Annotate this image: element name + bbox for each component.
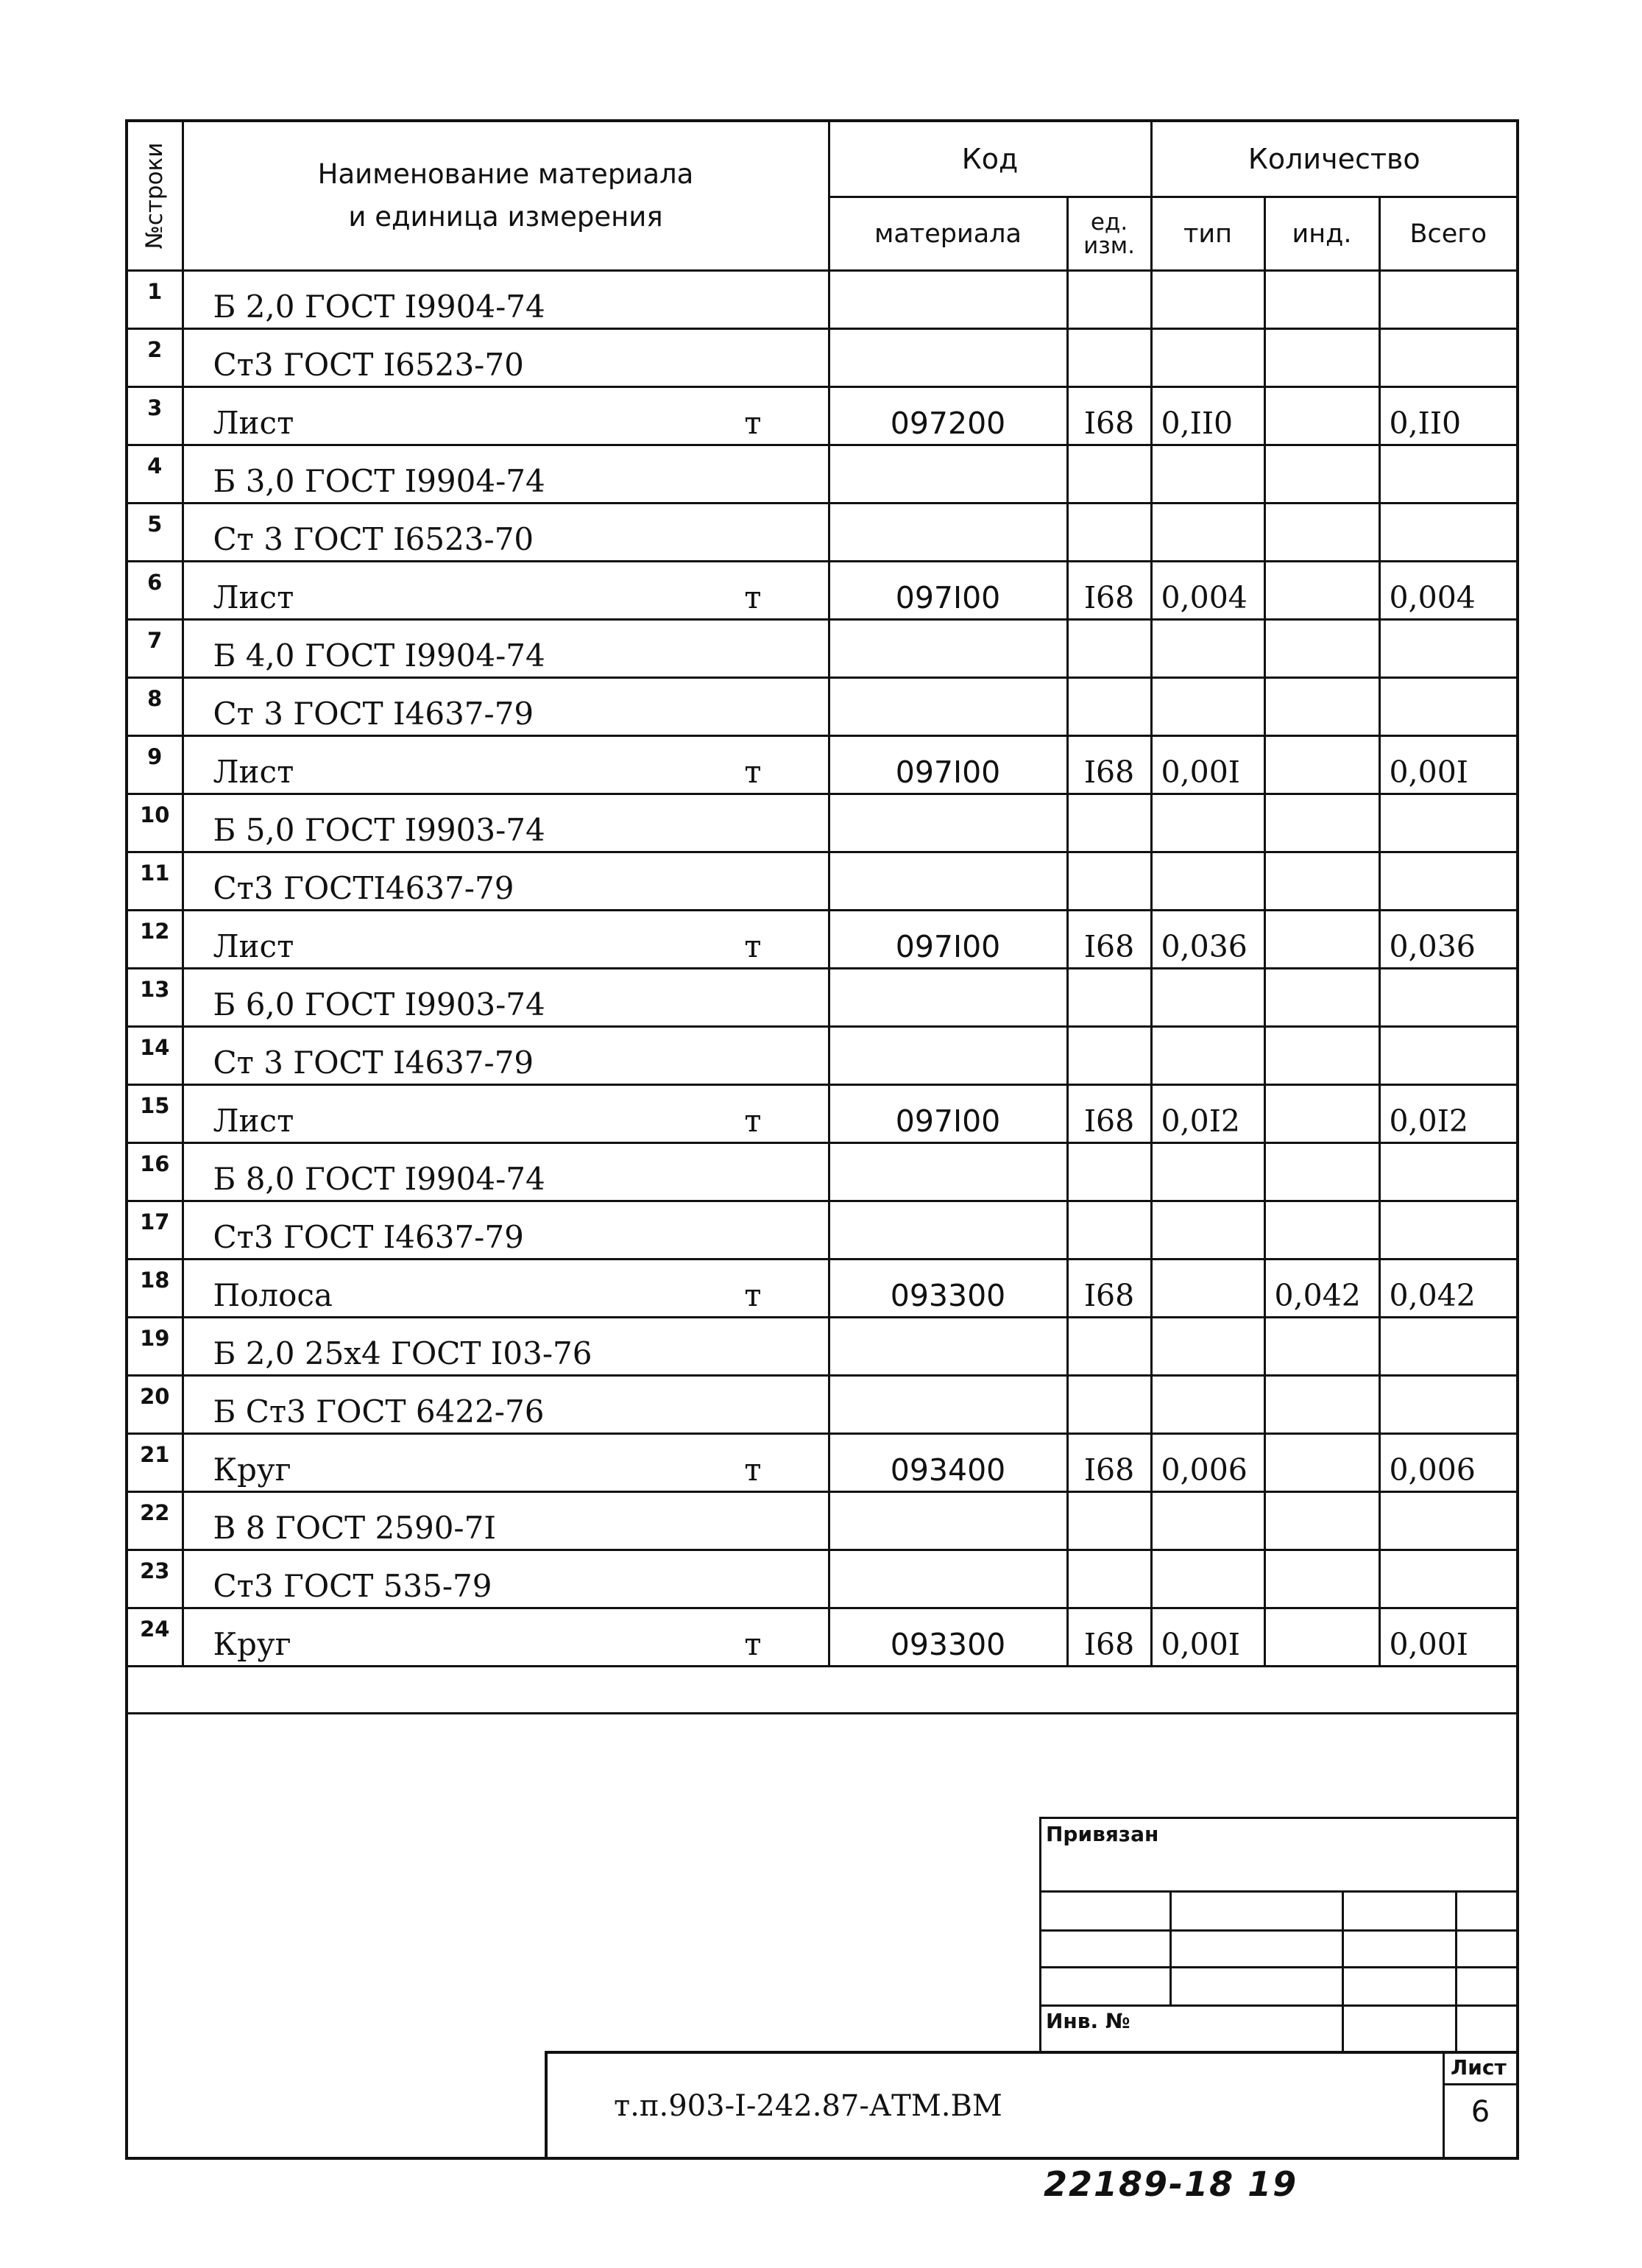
quantity-total [1379,620,1516,678]
quantity-individual [1264,1318,1379,1376]
material-code [829,1318,1067,1376]
quantity-individual [1264,736,1379,794]
quantity-type [1151,969,1264,1027]
row-number: 5 [128,504,183,562]
material-name: Круг [213,1626,291,1662]
material-name: Лист [213,405,294,441]
quantity-total [1379,852,1516,911]
unit-code: I68 [1067,387,1151,445]
quantity-total [1379,329,1516,387]
quantity-total [1379,1027,1516,1085]
quantity-total: 0,004 [1379,562,1516,620]
material-code [829,678,1067,736]
unit-code: I68 [1067,1260,1151,1318]
quantity-individual-header: инд. [1264,197,1379,271]
quantity-total [1379,1550,1516,1608]
material-code [829,504,1067,562]
quantity-type [1151,1550,1264,1608]
unit-code: I68 [1067,1085,1151,1143]
unit-code [1067,620,1151,678]
material-code [829,620,1067,678]
quantity-total [1379,1143,1516,1201]
material-name: Полоса [213,1277,333,1313]
table-row [128,1434,1516,1492]
sheet-box-divider [1445,2083,1516,2085]
quantity-total [1379,504,1516,562]
unit-code: I68 [1067,911,1151,969]
quantity-total: 0,006 [1379,1434,1516,1492]
unit-code [1067,271,1151,329]
quantity-type [1151,1027,1264,1085]
table-row [128,387,1516,445]
row-number: 7 [128,620,183,678]
row-number: 24 [128,1608,183,1667]
quantity-individual [1264,562,1379,620]
table-row [128,562,1516,620]
material-code [829,852,1067,911]
material-name: В 8 ГОСТ 2590-7I [213,1510,496,1546]
table-row [128,1492,1516,1550]
material-name-cell [183,562,829,620]
unit-code [1067,1550,1151,1608]
material-name-cell [183,271,829,329]
binding-divider [1041,1929,1516,1932]
material-name: Ст3 ГОСТ I6523-70 [213,347,524,383]
table-row [128,1318,1516,1376]
quantity-group-header: Количество [1151,122,1516,197]
unit-code [1067,1376,1151,1434]
material-name-cell [183,1027,829,1085]
table-row [128,271,1516,329]
quantity-individual [1264,1201,1379,1260]
quantity-individual [1264,329,1379,387]
quantity-type: 0,004 [1151,562,1264,620]
table-row [128,1027,1516,1085]
inventory-number-label: Инв. № [1046,2009,1130,2033]
binding-divider [1041,2004,1516,2007]
material-code [829,1143,1067,1201]
unit-code [1067,678,1151,736]
unit-code: I68 [1067,1608,1151,1667]
material-name: Лист [213,754,294,790]
table-row [128,736,1516,794]
material-code [829,445,1067,504]
quantity-total [1379,1201,1516,1260]
material-name: Б Ст3 ГОСТ 6422-76 [213,1393,545,1430]
quantity-individual [1264,445,1379,504]
quantity-type: 0,036 [1151,911,1264,969]
material-name-cell [183,1318,829,1376]
material-code [829,969,1067,1027]
material-code: 093400 [829,1434,1067,1492]
quantity-total [1379,271,1516,329]
material-code [829,271,1067,329]
row-number: 21 [128,1434,183,1492]
quantity-individual [1264,1085,1379,1143]
binding-column-line [1342,1893,1344,2051]
row-number: 8 [128,678,183,736]
row-number-header: №строки [128,122,183,271]
unit-code [1067,852,1151,911]
material-name: Б 4,0 ГОСТ I9904-74 [213,637,545,674]
material-name: Ст 3 ГОСТ I4637-79 [213,1045,534,1081]
material-name: Б 2,0 ГОСТ I9904-74 [213,289,545,325]
quantity-type: 0,II0 [1151,387,1264,445]
quantity-total: 0,00I [1379,736,1516,794]
quantity-type: 0,006 [1151,1434,1264,1492]
material-name-cell [183,1492,829,1550]
unit-code [1067,1201,1151,1260]
document-code: т.п.903-I-242.87-АТМ.ВМ [614,2089,1002,2123]
row-number: 12 [128,911,183,969]
material-code [829,329,1067,387]
unit-of-measure: т [744,405,762,441]
material-name: Б 3,0 ГОСТ I9904-74 [213,463,545,499]
quantity-total [1379,445,1516,504]
binding-divider [1041,1890,1516,1893]
binding-column-line [1169,1893,1172,2004]
material-name: Б 8,0 ГОСТ I9904-74 [213,1161,545,1197]
quantity-individual [1264,794,1379,852]
material-name: Ст3 ГОСТ I4637-79 [213,1219,524,1255]
unit-code [1067,329,1151,387]
row-number: 23 [128,1550,183,1608]
material-code [829,1492,1067,1550]
quantity-type [1151,504,1264,562]
unit-of-measure: т [744,1626,762,1662]
archive-code: 22189-18 19 [1044,2164,1298,2204]
quantity-total [1379,1376,1516,1434]
material-code [829,1027,1067,1085]
material-name-cell [183,329,829,387]
table-row [128,504,1516,562]
quantity-individual [1264,969,1379,1027]
binding-column-line [1455,1893,1457,2051]
quantity-type: 0,00I [1151,736,1264,794]
quantity-type [1151,271,1264,329]
quantity-individual [1264,678,1379,736]
binding-divider [1041,1966,1516,1968]
title-stamp [545,2051,1516,2160]
material-name: Лист [213,928,294,964]
material-name: Ст3 ГОСТI4637-79 [213,870,514,906]
material-name-cell [183,620,829,678]
unit-code [1067,1027,1151,1085]
row-number: 19 [128,1318,183,1376]
quantity-individual [1264,1027,1379,1085]
row-number: 10 [128,794,183,852]
unit-code [1067,1318,1151,1376]
quantity-type [1151,852,1264,911]
code-group-header: Код [829,122,1151,197]
material-code: 097I00 [829,736,1067,794]
material-code [829,1376,1067,1434]
material-name-header-line1: Наименование материала [317,158,694,190]
unit-code [1067,1492,1151,1550]
specification-rows [128,271,1516,1667]
unit-code [1067,504,1151,562]
material-name-cell [183,1143,829,1201]
quantity-individual [1264,1492,1379,1550]
material-name: Ст 3 ГОСТ I4637-79 [213,696,534,732]
unit-code [1067,969,1151,1027]
material-name-header [183,122,829,271]
quantity-individual [1264,271,1379,329]
material-name-cell [183,794,829,852]
quantity-type [1151,794,1264,852]
material-code [829,1550,1067,1608]
quantity-type [1151,678,1264,736]
row-number: 1 [128,271,183,329]
material-code: 093300 [829,1260,1067,1318]
material-name-cell [183,1085,829,1143]
quantity-individual [1264,852,1379,911]
quantity-individual [1264,620,1379,678]
quantity-individual [1264,1434,1379,1492]
material-name-cell [183,1550,829,1608]
table-row [128,620,1516,678]
material-specification-table [128,122,1516,1667]
quantity-total: 0,0I2 [1379,1085,1516,1143]
unit-of-measure: т [744,1103,762,1139]
sheet-number-box [1443,2054,1516,2160]
quantity-individual [1264,1550,1379,1608]
quantity-type [1151,1260,1264,1318]
material-name: Ст 3 ГОСТ I6523-70 [213,521,534,557]
table-row [128,1608,1516,1667]
row-number: 2 [128,329,183,387]
material-name-cell [183,1260,829,1318]
material-code: 093300 [829,1608,1067,1667]
quantity-individual [1264,1376,1379,1434]
material-name: Б 2,0 25х4 ГОСТ I03-76 [213,1335,592,1371]
material-code [829,1201,1067,1260]
sheet-label: Лист [1451,2055,1507,2080]
material-code: 097200 [829,387,1067,445]
material-name: Б 5,0 ГОСТ I9903-74 [213,812,545,848]
quantity-type [1151,1492,1264,1550]
row-number: 6 [128,562,183,620]
material-name-cell [183,504,829,562]
table-row [128,1260,1516,1318]
table-row [128,1201,1516,1260]
table-row [128,1550,1516,1608]
unit-code: I68 [1067,1434,1151,1492]
material-name-cell [183,736,829,794]
quantity-type-header: тип [1151,197,1264,271]
unit-of-measure: т [744,1277,762,1313]
quantity-individual [1264,1143,1379,1201]
drawing-sheet [125,119,1519,2160]
unit-code [1067,1143,1151,1201]
material-name-cell [183,445,829,504]
quantity-total: 0,036 [1379,911,1516,969]
quantity-type: 0,0I2 [1151,1085,1264,1143]
material-code: 097I00 [829,1085,1067,1143]
row-number: 13 [128,969,183,1027]
quantity-individual [1264,1608,1379,1667]
quantity-individual [1264,504,1379,562]
binding-label: Привязан [1046,1822,1159,1846]
row-number: 14 [128,1027,183,1085]
quantity-type [1151,329,1264,387]
quantity-total: 0,00I [1379,1608,1516,1667]
material-name-cell [183,911,829,969]
material-code: 097I00 [829,911,1067,969]
unit-code: I68 [1067,562,1151,620]
quantity-type [1151,1201,1264,1260]
row-number: 17 [128,1201,183,1260]
quantity-total [1379,678,1516,736]
material-name-cell [183,1376,829,1434]
row-number: 20 [128,1376,183,1434]
quantity-individual: 0,042 [1264,1260,1379,1318]
quantity-type: 0,00I [1151,1608,1264,1667]
material-name: Лист [213,1103,294,1139]
table-row [128,1376,1516,1434]
material-name-cell [183,387,829,445]
quantity-individual [1264,387,1379,445]
quantity-type [1151,1143,1264,1201]
row-number: 18 [128,1260,183,1318]
table-bottom-line [128,1712,1516,1714]
unit-code-header-line2: изм. [1083,232,1135,259]
unit-code [1067,445,1151,504]
material-name: Лист [213,579,294,615]
unit-of-measure: т [744,754,762,790]
table-row [128,329,1516,387]
unit-code [1067,794,1151,852]
material-name: Ст3 ГОСТ 535-79 [213,1568,492,1604]
unit-code-header-line1: ед. [1090,208,1128,236]
material-name-cell [183,1201,829,1260]
material-name-cell [183,1434,829,1492]
table-row [128,852,1516,911]
material-name: Круг [213,1452,291,1488]
row-number: 16 [128,1143,183,1201]
material-name: Б 6,0 ГОСТ I9903-74 [213,986,545,1022]
row-number: 22 [128,1492,183,1550]
row-number: 15 [128,1085,183,1143]
material-name-cell [183,678,829,736]
table-row [128,678,1516,736]
sheet-number: 6 [1471,2095,1490,2129]
material-name-cell [183,852,829,911]
material-code [829,794,1067,852]
table-row [128,445,1516,504]
quantity-total [1379,969,1516,1027]
row-number: 9 [128,736,183,794]
quantity-type [1151,1376,1264,1434]
quantity-type [1151,620,1264,678]
table-row [128,969,1516,1027]
quantity-individual [1264,911,1379,969]
quantity-type [1151,445,1264,504]
quantity-total [1379,1492,1516,1550]
row-number: 3 [128,387,183,445]
quantity-total-header: Всего [1379,197,1516,271]
material-name-cell [183,1608,829,1667]
material-name-cell [183,969,829,1027]
table-row [128,794,1516,852]
quantity-total: 0,042 [1379,1260,1516,1318]
material-code-header: материала [829,197,1067,271]
quantity-total [1379,794,1516,852]
row-number: 4 [128,445,183,504]
material-code: 097I00 [829,562,1067,620]
table-row [128,1143,1516,1201]
row-number: 11 [128,852,183,911]
unit-of-measure: т [744,928,762,964]
table-row [128,911,1516,969]
binding-block [1039,1817,1516,2051]
quantity-type [1151,1318,1264,1376]
unit-code-header [1067,197,1151,271]
table-row [128,1085,1516,1143]
unit-code: I68 [1067,736,1151,794]
unit-of-measure: т [744,1452,762,1488]
quantity-total: 0,II0 [1379,387,1516,445]
unit-of-measure: т [744,579,762,615]
material-name-header-line2: и единица измерения [348,201,663,233]
quantity-total [1379,1318,1516,1376]
